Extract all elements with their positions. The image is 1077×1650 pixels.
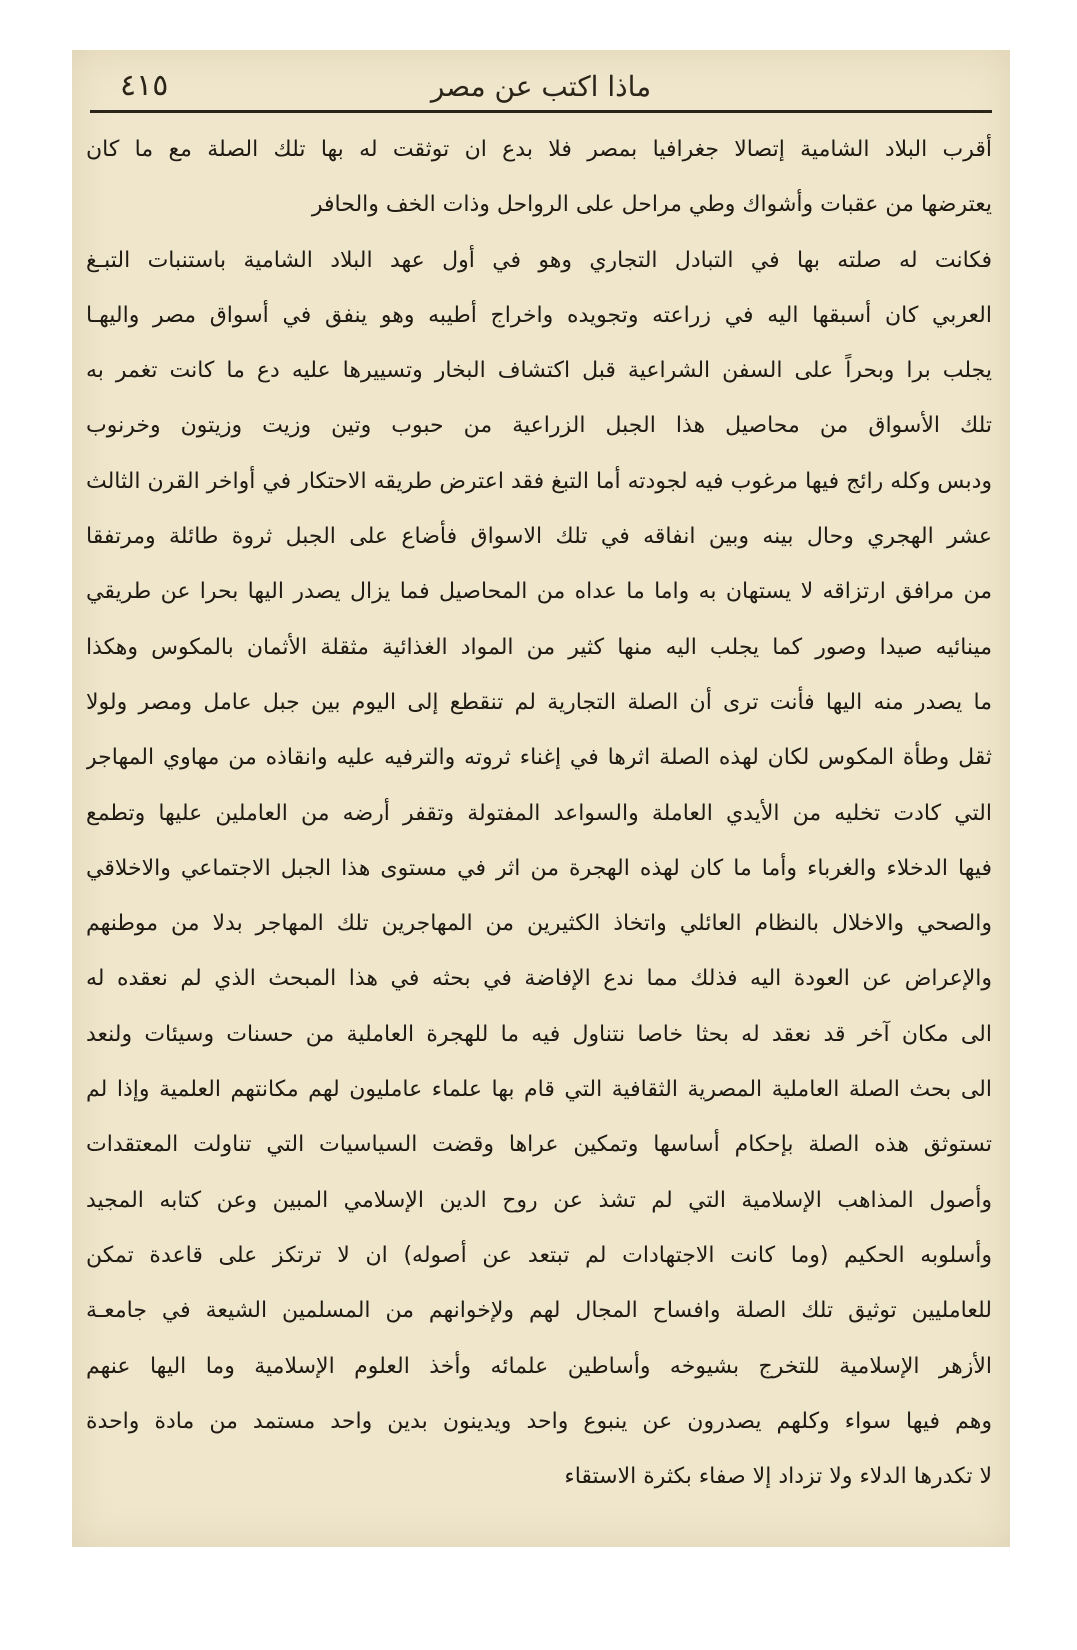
text-line: التي كادت تخليه من الأيدي العاملة والسواعد المفتولة وتقفر أرضه من العاملين عليها وتطمع [86, 800, 992, 826]
text-line: والإعراض عن العودة اليه فذلك مما ندع الإفاضة في بحثه في هذا المبحث الذي لم نعقده له [86, 966, 992, 992]
text-line: الأزهر الإسلامية للتخرج بشيوخه وأساطين علمائه وأخذ العلوم الإسلامية وما اليها عنهم [86, 1353, 992, 1379]
text-line: ما يصدر منه اليها فأنت ترى أن الصلة التجارية لم تنقطع إلى اليوم بين جبل عامل ومصر ولولا [86, 689, 992, 715]
text-line: مينائيه صيدا وصور كما يجلب اليه منها كثير من المواد الغذائية مثقلة الأثمان بالمكوس وهكذا [86, 634, 992, 660]
text-line: تستوثق هذه الصلة بإحكام أساسها وتمكين عراها وقضت السياسيات التي تناولت المعتقدات [86, 1132, 992, 1158]
book-page [72, 50, 1010, 1547]
text-line: لا تكدرها الدلاء ولا تزداد إلا صفاء بكثرة الاستقاء [564, 1464, 992, 1490]
text-line: والصحي والاخلال بالنظام العائلي واتخاذ الكثيرين من المهاجرين تلك المهاجر بدلا من موطنهم [86, 911, 992, 937]
page-number: ٤١٥ [120, 68, 169, 103]
text-line: وهم فيها سواء وكلهم يصدرون عن ينبوع واحد ويدينون بدين واحد مستمد من مادة واحدة [86, 1408, 992, 1434]
text-line: الى مكان آخر قد نعقد له بحثا خاصا نتناول فيه ما للهجرة العاملية من حسنات وسيئات ولنعد [86, 1021, 992, 1047]
text-line: ودبس وكله رائج فيها مرغوب فيه لجودته أما التبغ فقد اعترض طريقه الاحتكار في أواخر القرن الثالث [86, 468, 992, 494]
text-line: فكانت له صلته بها في التبادل التجاري وهو في أول عهد البلاد الشامية باستنبات التبـغ [86, 247, 992, 273]
text-line: وأصول المذاهب الإسلامية التي لم تشذ عن روح الدين الإسلامي المبين وعن كتابه المجيد [86, 1187, 992, 1213]
page-header [90, 60, 992, 110]
text-line: يعترضها من عقبات وأشواك وطي مراحل على الرواحل وذات الخف والحافر [311, 192, 992, 218]
text-line: عشر الهجري وحال بينه وبين انفاقه في تلك الاسواق فأضاع على الجبل ثروة طائلة ومرتفقا [86, 524, 992, 550]
text-line: وأسلوبه الحكيم (وما كانت الاجتهادات لم تبتعد عن أصوله) ان لا ترتكز على قاعدة تمكن [86, 1242, 992, 1268]
text-line: تلك الأسواق من محاصيل هذا الجبل الزراعية من حبوب وتين وزيت وزيتون وخرنوب [86, 413, 992, 439]
header-rule [90, 110, 992, 113]
text-line: للعامليين توثيق تلك الصلة وافساح المجال لهم ولإخوانهم من المسلمين الشيعة في جامعـة [86, 1298, 992, 1324]
body-text [86, 122, 992, 1504]
text-line: فيها الدخلاء والغرباء وأما ما كان لهذه الهجرة من اثر في مستوى هذا الجبل الاجتماعي والاخلاقي [86, 855, 992, 881]
running-title: ماذا اكتب عن مصر [430, 70, 652, 103]
text-line: أقرب البلاد الشامية إتصالا جغرافيا بمصر فلا بدع ان توثقت له بها تلك الصلة مع ما كان [86, 137, 992, 162]
text-line: العربي كان أسبقها اليه في زراعته وتجويده واخراج أطيبه وهو ينفق في أسواق مصر واليهـا [86, 302, 992, 328]
text-line: يجلب برا وبحراً على السفن الشراعية قبل اكتشاف البخار وتسييرها عليه دع ما كانت تغمر به [86, 358, 992, 384]
text-line: الى بحث الصلة العاملية المصرية الثقافية التي قام بها علماء عامليون لهم مكانتهم العلمية وإذا لم [86, 1077, 992, 1103]
text-line: من مرافق ارتزاقه لا يستهان به واما ما عداه من المحاصيل فما يزال يصدر اليها بحرا عن طريقي [86, 579, 992, 605]
text-line: ثقل وطأة المكوس لكان لهذه الصلة اثرها في إغناء ثروته والترفيه عليه وانقاذه من مهاوي المهاجر [86, 745, 992, 771]
